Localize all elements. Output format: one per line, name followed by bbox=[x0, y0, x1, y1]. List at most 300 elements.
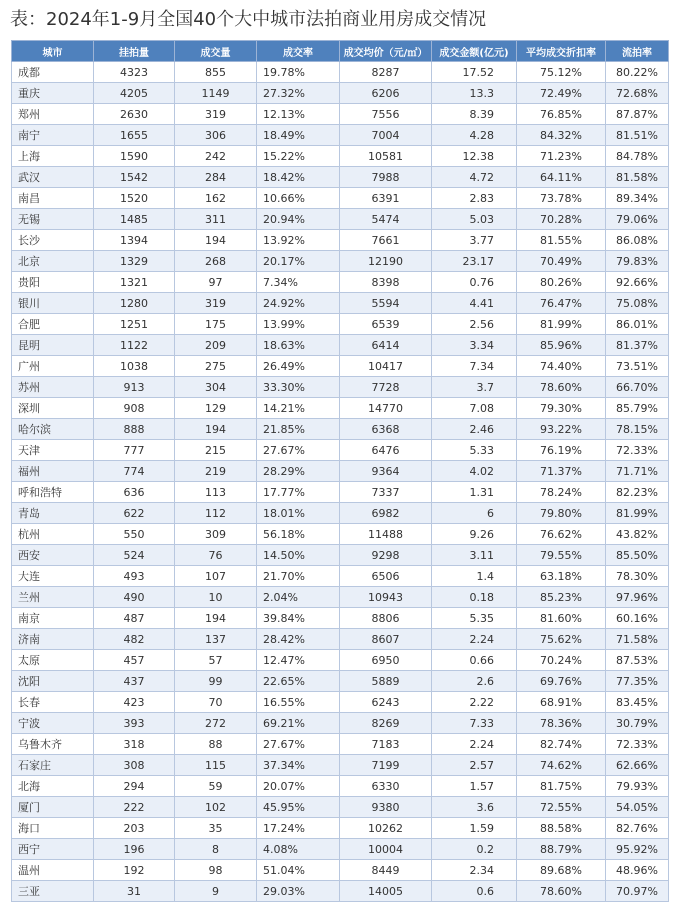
cell-listings: 888 bbox=[94, 419, 175, 440]
cell-discount-rate: 81.75% bbox=[517, 776, 606, 797]
cell-city: 郑州 bbox=[12, 104, 94, 125]
cell-deal-amount: 0.76 bbox=[432, 272, 517, 293]
cell-failure-rate: 72.68% bbox=[606, 83, 669, 104]
cell-avg-price: 7661 bbox=[340, 230, 432, 251]
cell-avg-price: 10943 bbox=[340, 587, 432, 608]
cell-avg-price: 5594 bbox=[340, 293, 432, 314]
cell-deal-amount: 4.02 bbox=[432, 461, 517, 482]
cell-failure-rate: 43.82% bbox=[606, 524, 669, 545]
cell-failure-rate: 84.78% bbox=[606, 146, 669, 167]
cell-deal-rate: 12.13% bbox=[257, 104, 340, 125]
cell-deal-rate: 18.49% bbox=[257, 125, 340, 146]
cell-deals: 10 bbox=[175, 587, 257, 608]
cell-deals: 88 bbox=[175, 734, 257, 755]
table-row bbox=[12, 629, 669, 650]
cell-deal-rate: 15.22% bbox=[257, 146, 340, 167]
table-row bbox=[12, 839, 669, 860]
table-row bbox=[12, 209, 669, 230]
table-row bbox=[12, 671, 669, 692]
cell-listings: 2630 bbox=[94, 104, 175, 125]
cell-deal-rate: 45.95% bbox=[257, 797, 340, 818]
cell-deal-amount: 5.35 bbox=[432, 608, 517, 629]
cell-city: 成都 bbox=[12, 62, 94, 83]
cell-avg-price: 9364 bbox=[340, 461, 432, 482]
header-city: 城市 bbox=[12, 41, 94, 62]
cell-deal-amount: 5.03 bbox=[432, 209, 517, 230]
cell-city: 苏州 bbox=[12, 377, 94, 398]
cell-listings: 203 bbox=[94, 818, 175, 839]
cell-listings: 1329 bbox=[94, 251, 175, 272]
cell-discount-rate: 74.62% bbox=[517, 755, 606, 776]
cell-discount-rate: 88.58% bbox=[517, 818, 606, 839]
cell-city: 福州 bbox=[12, 461, 94, 482]
cell-failure-rate: 81.99% bbox=[606, 503, 669, 524]
table-row bbox=[12, 167, 669, 188]
table-row bbox=[12, 356, 669, 377]
table-header-row bbox=[12, 41, 669, 62]
cell-city: 南昌 bbox=[12, 188, 94, 209]
cell-deals: 115 bbox=[175, 755, 257, 776]
cell-avg-price: 10262 bbox=[340, 818, 432, 839]
cell-city: 贵阳 bbox=[12, 272, 94, 293]
cell-deal-amount: 0.18 bbox=[432, 587, 517, 608]
table-row bbox=[12, 440, 669, 461]
cell-discount-rate: 79.80% bbox=[517, 503, 606, 524]
cell-avg-price: 6506 bbox=[340, 566, 432, 587]
cell-deals: 98 bbox=[175, 860, 257, 881]
cell-deal-rate: 27.67% bbox=[257, 734, 340, 755]
header-deals: 成交量 bbox=[175, 41, 257, 62]
cell-city: 长沙 bbox=[12, 230, 94, 251]
cell-failure-rate: 81.51% bbox=[606, 125, 669, 146]
table-row bbox=[12, 734, 669, 755]
cell-deal-amount: 1.57 bbox=[432, 776, 517, 797]
cell-deal-amount: 4.28 bbox=[432, 125, 517, 146]
cell-deal-rate: 56.18% bbox=[257, 524, 340, 545]
cell-city: 南京 bbox=[12, 608, 94, 629]
cell-deal-amount: 13.3 bbox=[432, 83, 517, 104]
cell-failure-rate: 62.66% bbox=[606, 755, 669, 776]
cell-city: 哈尔滨 bbox=[12, 419, 94, 440]
cell-city: 太原 bbox=[12, 650, 94, 671]
cell-deals: 219 bbox=[175, 461, 257, 482]
cell-city: 石家庄 bbox=[12, 755, 94, 776]
cell-deal-amount: 4.41 bbox=[432, 293, 517, 314]
cell-avg-price: 5474 bbox=[340, 209, 432, 230]
cell-avg-price: 8269 bbox=[340, 713, 432, 734]
cell-deal-rate: 24.92% bbox=[257, 293, 340, 314]
cell-deal-rate: 27.67% bbox=[257, 440, 340, 461]
cell-listings: 308 bbox=[94, 755, 175, 776]
cell-failure-rate: 77.35% bbox=[606, 671, 669, 692]
cell-listings: 774 bbox=[94, 461, 175, 482]
cell-deals: 272 bbox=[175, 713, 257, 734]
cell-discount-rate: 79.30% bbox=[517, 398, 606, 419]
table-row bbox=[12, 419, 669, 440]
cell-deal-amount: 12.38 bbox=[432, 146, 517, 167]
cell-failure-rate: 89.34% bbox=[606, 188, 669, 209]
table-row bbox=[12, 650, 669, 671]
cell-deal-amount: 3.6 bbox=[432, 797, 517, 818]
cell-deal-amount: 9.26 bbox=[432, 524, 517, 545]
table-row bbox=[12, 125, 669, 146]
table-row bbox=[12, 377, 669, 398]
cell-listings: 524 bbox=[94, 545, 175, 566]
cell-deal-amount: 0.2 bbox=[432, 839, 517, 860]
cell-deals: 319 bbox=[175, 104, 257, 125]
cell-listings: 1122 bbox=[94, 335, 175, 356]
cell-failure-rate: 81.37% bbox=[606, 335, 669, 356]
cell-failure-rate: 71.58% bbox=[606, 629, 669, 650]
cell-deals: 35 bbox=[175, 818, 257, 839]
cell-deal-amount: 0.6 bbox=[432, 881, 517, 902]
cell-failure-rate: 86.01% bbox=[606, 314, 669, 335]
table-row bbox=[12, 797, 669, 818]
cell-avg-price: 6243 bbox=[340, 692, 432, 713]
cell-discount-rate: 63.18% bbox=[517, 566, 606, 587]
header-listings: 挂拍量 bbox=[94, 41, 175, 62]
cell-avg-price: 6391 bbox=[340, 188, 432, 209]
table-row bbox=[12, 755, 669, 776]
cell-deal-amount: 2.6 bbox=[432, 671, 517, 692]
cell-discount-rate: 72.49% bbox=[517, 83, 606, 104]
cell-deal-rate: 20.07% bbox=[257, 776, 340, 797]
cell-failure-rate: 81.58% bbox=[606, 167, 669, 188]
cell-deals: 242 bbox=[175, 146, 257, 167]
cell-deal-rate: 14.21% bbox=[257, 398, 340, 419]
cell-listings: 1655 bbox=[94, 125, 175, 146]
cell-deal-rate: 20.17% bbox=[257, 251, 340, 272]
header-avg-price: 成交均价（元/㎡） bbox=[340, 41, 432, 62]
cell-city: 西宁 bbox=[12, 839, 94, 860]
cell-avg-price: 10417 bbox=[340, 356, 432, 377]
cell-avg-price: 8449 bbox=[340, 860, 432, 881]
cell-deals: 9 bbox=[175, 881, 257, 902]
cell-deal-rate: 10.66% bbox=[257, 188, 340, 209]
cell-deals: 137 bbox=[175, 629, 257, 650]
cell-failure-rate: 60.16% bbox=[606, 608, 669, 629]
cell-city: 广州 bbox=[12, 356, 94, 377]
table-row bbox=[12, 566, 669, 587]
cell-listings: 1542 bbox=[94, 167, 175, 188]
cell-avg-price: 10004 bbox=[340, 839, 432, 860]
cell-city: 长春 bbox=[12, 692, 94, 713]
cell-city: 青岛 bbox=[12, 503, 94, 524]
cell-failure-rate: 30.79% bbox=[606, 713, 669, 734]
cell-deal-amount: 2.56 bbox=[432, 314, 517, 335]
cell-listings: 1520 bbox=[94, 188, 175, 209]
cell-discount-rate: 93.22% bbox=[517, 419, 606, 440]
cell-city: 大连 bbox=[12, 566, 94, 587]
cell-avg-price: 6476 bbox=[340, 440, 432, 461]
cell-discount-rate: 68.91% bbox=[517, 692, 606, 713]
cell-discount-rate: 76.85% bbox=[517, 104, 606, 125]
cell-failure-rate: 66.70% bbox=[606, 377, 669, 398]
cell-avg-price: 7004 bbox=[340, 125, 432, 146]
cell-deals: 112 bbox=[175, 503, 257, 524]
table-row bbox=[12, 524, 669, 545]
table-row bbox=[12, 104, 669, 125]
cell-deal-rate: 18.42% bbox=[257, 167, 340, 188]
table-row bbox=[12, 62, 669, 83]
cell-avg-price: 8287 bbox=[340, 62, 432, 83]
cell-deals: 194 bbox=[175, 419, 257, 440]
cell-failure-rate: 75.08% bbox=[606, 293, 669, 314]
cell-listings: 294 bbox=[94, 776, 175, 797]
cell-city: 温州 bbox=[12, 860, 94, 881]
table-row bbox=[12, 293, 669, 314]
cell-listings: 457 bbox=[94, 650, 175, 671]
cell-city: 天津 bbox=[12, 440, 94, 461]
cell-deal-rate: 39.84% bbox=[257, 608, 340, 629]
table-row bbox=[12, 692, 669, 713]
cell-deals: 309 bbox=[175, 524, 257, 545]
cell-city: 宁波 bbox=[12, 713, 94, 734]
cell-discount-rate: 80.26% bbox=[517, 272, 606, 293]
cell-deals: 8 bbox=[175, 839, 257, 860]
cell-listings: 1394 bbox=[94, 230, 175, 251]
cell-listings: 222 bbox=[94, 797, 175, 818]
cell-failure-rate: 72.33% bbox=[606, 734, 669, 755]
cell-deal-rate: 13.99% bbox=[257, 314, 340, 335]
cell-deal-rate: 28.42% bbox=[257, 629, 340, 650]
cell-failure-rate: 70.97% bbox=[606, 881, 669, 902]
cell-deal-rate: 12.47% bbox=[257, 650, 340, 671]
cell-deals: 268 bbox=[175, 251, 257, 272]
cell-avg-price: 6206 bbox=[340, 83, 432, 104]
cell-discount-rate: 78.24% bbox=[517, 482, 606, 503]
cell-deals: 306 bbox=[175, 125, 257, 146]
cell-listings: 196 bbox=[94, 839, 175, 860]
cell-listings: 393 bbox=[94, 713, 175, 734]
cell-failure-rate: 54.05% bbox=[606, 797, 669, 818]
cell-listings: 1038 bbox=[94, 356, 175, 377]
cell-listings: 550 bbox=[94, 524, 175, 545]
cell-deal-rate: 13.92% bbox=[257, 230, 340, 251]
cell-deal-amount: 1.4 bbox=[432, 566, 517, 587]
cell-listings: 423 bbox=[94, 692, 175, 713]
cell-deals: 59 bbox=[175, 776, 257, 797]
cell-failure-rate: 78.30% bbox=[606, 566, 669, 587]
table-row bbox=[12, 587, 669, 608]
cell-city: 昆明 bbox=[12, 335, 94, 356]
cell-listings: 192 bbox=[94, 860, 175, 881]
cell-avg-price: 12190 bbox=[340, 251, 432, 272]
table-row bbox=[12, 776, 669, 797]
cell-deal-amount: 2.34 bbox=[432, 860, 517, 881]
cell-listings: 31 bbox=[94, 881, 175, 902]
cell-deal-amount: 1.31 bbox=[432, 482, 517, 503]
cell-listings: 1590 bbox=[94, 146, 175, 167]
cell-discount-rate: 85.96% bbox=[517, 335, 606, 356]
cell-avg-price: 10581 bbox=[340, 146, 432, 167]
cell-city: 上海 bbox=[12, 146, 94, 167]
cell-deals: 76 bbox=[175, 545, 257, 566]
cell-listings: 4323 bbox=[94, 62, 175, 83]
table-row bbox=[12, 335, 669, 356]
cell-city: 三亚 bbox=[12, 881, 94, 902]
cell-failure-rate: 48.96% bbox=[606, 860, 669, 881]
cell-discount-rate: 76.62% bbox=[517, 524, 606, 545]
cell-avg-price: 6368 bbox=[340, 419, 432, 440]
table-row bbox=[12, 713, 669, 734]
cell-discount-rate: 81.60% bbox=[517, 608, 606, 629]
cell-failure-rate: 97.96% bbox=[606, 587, 669, 608]
header-failure-rate: 流拍率 bbox=[606, 41, 669, 62]
cell-city: 海口 bbox=[12, 818, 94, 839]
cell-listings: 493 bbox=[94, 566, 175, 587]
cell-listings: 437 bbox=[94, 671, 175, 692]
cell-listings: 4205 bbox=[94, 83, 175, 104]
cell-city: 沈阳 bbox=[12, 671, 94, 692]
cell-deals: 175 bbox=[175, 314, 257, 335]
cell-deal-rate: 17.77% bbox=[257, 482, 340, 503]
cell-deal-rate: 4.08% bbox=[257, 839, 340, 860]
cell-failure-rate: 82.76% bbox=[606, 818, 669, 839]
cell-listings: 1485 bbox=[94, 209, 175, 230]
cell-discount-rate: 82.74% bbox=[517, 734, 606, 755]
header-deal-amount: 成交金额(亿元) bbox=[432, 41, 517, 62]
table-row bbox=[12, 83, 669, 104]
cell-avg-price: 6950 bbox=[340, 650, 432, 671]
cell-discount-rate: 70.49% bbox=[517, 251, 606, 272]
table-row bbox=[12, 881, 669, 902]
cell-discount-rate: 71.37% bbox=[517, 461, 606, 482]
cell-discount-rate: 73.78% bbox=[517, 188, 606, 209]
cell-deals: 102 bbox=[175, 797, 257, 818]
cell-deals: 129 bbox=[175, 398, 257, 419]
cell-city: 银川 bbox=[12, 293, 94, 314]
cell-failure-rate: 95.92% bbox=[606, 839, 669, 860]
cell-deal-amount: 8.39 bbox=[432, 104, 517, 125]
cell-city: 北海 bbox=[12, 776, 94, 797]
cell-discount-rate: 81.55% bbox=[517, 230, 606, 251]
cell-city: 深圳 bbox=[12, 398, 94, 419]
cell-city: 乌鲁木齐 bbox=[12, 734, 94, 755]
cell-listings: 487 bbox=[94, 608, 175, 629]
cell-discount-rate: 81.99% bbox=[517, 314, 606, 335]
cell-discount-rate: 69.76% bbox=[517, 671, 606, 692]
cell-listings: 490 bbox=[94, 587, 175, 608]
cell-deals: 275 bbox=[175, 356, 257, 377]
cell-avg-price: 8398 bbox=[340, 272, 432, 293]
cell-avg-price: 7556 bbox=[340, 104, 432, 125]
cell-deal-rate: 21.70% bbox=[257, 566, 340, 587]
cell-discount-rate: 71.23% bbox=[517, 146, 606, 167]
cell-deal-amount: 5.33 bbox=[432, 440, 517, 461]
cell-deal-rate: 19.78% bbox=[257, 62, 340, 83]
cell-deals: 194 bbox=[175, 608, 257, 629]
table-body bbox=[12, 62, 669, 902]
cell-discount-rate: 74.40% bbox=[517, 356, 606, 377]
cell-city: 重庆 bbox=[12, 83, 94, 104]
data-table-container bbox=[11, 40, 668, 902]
table-row bbox=[12, 482, 669, 503]
cell-listings: 1251 bbox=[94, 314, 175, 335]
cell-deal-amount: 2.57 bbox=[432, 755, 517, 776]
cell-avg-price: 5889 bbox=[340, 671, 432, 692]
cell-deal-amount: 6 bbox=[432, 503, 517, 524]
cell-city: 厦门 bbox=[12, 797, 94, 818]
cell-deal-amount: 2.22 bbox=[432, 692, 517, 713]
cell-failure-rate: 78.15% bbox=[606, 419, 669, 440]
cell-avg-price: 7199 bbox=[340, 755, 432, 776]
cell-avg-price: 6539 bbox=[340, 314, 432, 335]
cell-deals: 209 bbox=[175, 335, 257, 356]
cell-deals: 107 bbox=[175, 566, 257, 587]
cell-discount-rate: 64.11% bbox=[517, 167, 606, 188]
cell-deals: 57 bbox=[175, 650, 257, 671]
cell-failure-rate: 79.93% bbox=[606, 776, 669, 797]
cell-avg-price: 6414 bbox=[340, 335, 432, 356]
cell-deal-amount: 2.24 bbox=[432, 734, 517, 755]
cell-discount-rate: 72.55% bbox=[517, 797, 606, 818]
cell-deal-amount: 1.59 bbox=[432, 818, 517, 839]
cell-discount-rate: 85.23% bbox=[517, 587, 606, 608]
table-row bbox=[12, 314, 669, 335]
cell-avg-price: 7728 bbox=[340, 377, 432, 398]
cell-deals: 311 bbox=[175, 209, 257, 230]
table-row bbox=[12, 251, 669, 272]
cell-deal-amount: 3.11 bbox=[432, 545, 517, 566]
cell-deal-rate: 26.49% bbox=[257, 356, 340, 377]
cell-deal-rate: 29.03% bbox=[257, 881, 340, 902]
cell-avg-price: 11488 bbox=[340, 524, 432, 545]
cell-listings: 622 bbox=[94, 503, 175, 524]
cell-deals: 855 bbox=[175, 62, 257, 83]
cell-failure-rate: 79.06% bbox=[606, 209, 669, 230]
cell-deal-rate: 18.01% bbox=[257, 503, 340, 524]
cell-city: 南宁 bbox=[12, 125, 94, 146]
table-row bbox=[12, 188, 669, 209]
cell-deal-amount: 17.52 bbox=[432, 62, 517, 83]
cell-deal-rate: 16.55% bbox=[257, 692, 340, 713]
cell-discount-rate: 84.32% bbox=[517, 125, 606, 146]
cell-discount-rate: 79.55% bbox=[517, 545, 606, 566]
cell-deals: 304 bbox=[175, 377, 257, 398]
cell-deal-rate: 37.34% bbox=[257, 755, 340, 776]
cell-deal-rate: 17.24% bbox=[257, 818, 340, 839]
cell-failure-rate: 79.83% bbox=[606, 251, 669, 272]
cell-avg-price: 8607 bbox=[340, 629, 432, 650]
cell-failure-rate: 87.87% bbox=[606, 104, 669, 125]
cell-failure-rate: 72.33% bbox=[606, 440, 669, 461]
table-row bbox=[12, 398, 669, 419]
header-discount-rate: 平均成交折扣率 bbox=[517, 41, 606, 62]
cell-deal-rate: 2.04% bbox=[257, 587, 340, 608]
cell-avg-price: 7337 bbox=[340, 482, 432, 503]
cell-listings: 913 bbox=[94, 377, 175, 398]
cell-city: 呼和浩特 bbox=[12, 482, 94, 503]
cell-city: 北京 bbox=[12, 251, 94, 272]
cell-deals: 284 bbox=[175, 167, 257, 188]
cell-deal-amount: 23.17 bbox=[432, 251, 517, 272]
cell-failure-rate: 83.45% bbox=[606, 692, 669, 713]
cell-deal-rate: 14.50% bbox=[257, 545, 340, 566]
cell-deals: 215 bbox=[175, 440, 257, 461]
page-title: 表：2024年1-9月全国40个大中城市法拍商业用房成交情况 bbox=[10, 9, 487, 30]
cell-failure-rate: 71.71% bbox=[606, 461, 669, 482]
cell-deal-amount: 3.77 bbox=[432, 230, 517, 251]
cell-deal-amount: 2.46 bbox=[432, 419, 517, 440]
cell-failure-rate: 85.50% bbox=[606, 545, 669, 566]
cell-deal-rate: 69.21% bbox=[257, 713, 340, 734]
table-row bbox=[12, 503, 669, 524]
cell-discount-rate: 70.24% bbox=[517, 650, 606, 671]
cell-deal-amount: 4.72 bbox=[432, 167, 517, 188]
cell-deal-rate: 7.34% bbox=[257, 272, 340, 293]
table-row bbox=[12, 860, 669, 881]
